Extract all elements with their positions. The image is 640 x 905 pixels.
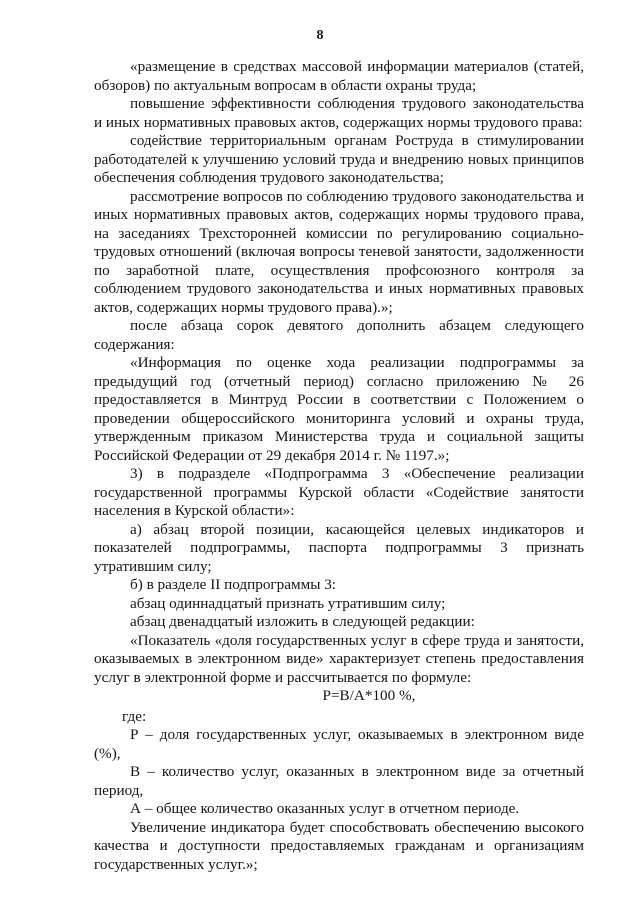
paragraph-11th: абзац одиннадцатый признать утратившим силу;: [130, 594, 446, 612]
paragraph-rostrud: содействие территориальным органам Роструда в стимулировании работодателей к улучшению условий труда и внедрению новых принципов обеспечения соблюдения трудового законодательства;: [94, 132, 584, 186]
paragraph-efficiency: повышение эффективности соблюдения трудового законодательства и иных нормативных правовых актов, содержащих нормы трудового права:: [94, 95, 584, 131]
definition-a: А – общее количество оказанных услуг в отчетном периоде.: [130, 800, 520, 817]
where-label: где:: [122, 707, 147, 725]
definition-p: Р – доля государственных услуг, оказываемых в электронном виде (%),: [94, 726, 584, 762]
paragraph-item-a: а) абзац второй позиции, касающейся целевых индикаторов и показателей подпрограммы, паспорта подпрограммы 3 признать утратившим силу;: [94, 520, 584, 575]
page-number: 8: [316, 28, 324, 43]
paragraph-indicator: «Показатель «доля государственных услуг в сфере труда и занятости, оказываемых в электронном виде» характеризует степень предоставления услуг в электронной форме и рассчитывается по формуле:: [94, 631, 584, 686]
paragraph-after-49: после абзаца сорок девятого дополнить абзацем следующего содержания:: [94, 317, 584, 353]
paragraph-media: «размещение в средствах массовой информации материалов (статей, обзоров) по актуальным вопросам в области охраны труда;: [94, 58, 584, 94]
formula: Р=В/А*100 %,: [322, 687, 416, 704]
paragraph-commission: рассмотрение вопросов по соблюдению трудового законодательства и иных нормативных правовых актов, содержащих нормы трудового права, на заседаниях Трехсторонней комиссии по регулированию социально-трудовых отношений (включая вопросы теневой занятости, задолженности по заработной плате, осуществления профсоюзного контроля за соблюдением трудового законодательства и иных нормативных правовых актов, содержащих нормы трудового права).»;: [94, 187, 584, 316]
paragraph-item-b: б) в разделе II подпрограммы 3:: [130, 576, 337, 593]
paragraph-subprogram-3: 3) в подразделе «Подпрограмма 3 «Обеспечение реализации государственной программы Курской области «Содействие занятости населения в Курской области»:: [94, 465, 584, 519]
paragraph-information: «Информация по оценке хода реализации подпрограммы за предыдущий год (отчетный период) согласно приложению № 26 предоставляется в Минтруд России в соответствии с Положением о проведении общероссийского мониторинга условий и охраны труда, утвержденным приказом Министерства труда и социальной защиты Российской Федерации от 29 декабря 2014 г. № 1197.»;: [94, 354, 584, 464]
document-body: [94, 58, 584, 874]
paragraph-12th: абзац двенадцатый изложить в следующей редакции:: [130, 613, 475, 630]
definition-b: В – количество услуг, оказанных в электронном виде за отчетный период,: [94, 763, 584, 799]
paragraph-closing: Увеличение индикатора будет способствовать обеспечению высокого качества и доступности предоставляемых гражданам и организациям государственных услуг.»;: [94, 818, 584, 873]
